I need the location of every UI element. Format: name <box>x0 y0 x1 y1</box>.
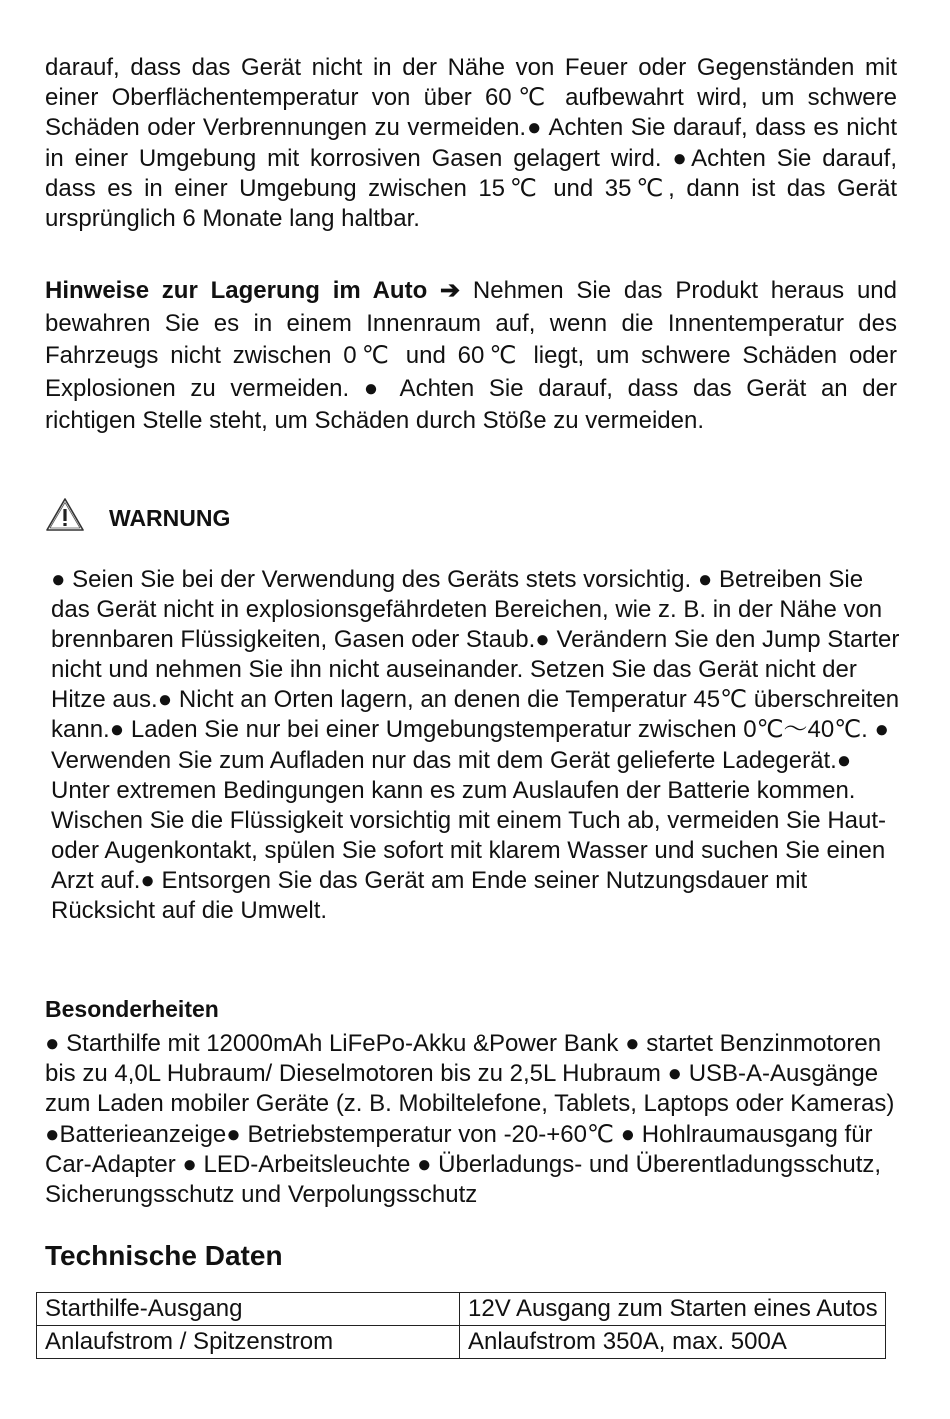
spec-label: Anlaufstrom / Spitzenstrom <box>37 1326 460 1359</box>
car-storage-paragraph <box>45 275 897 438</box>
warning-title: WARNUNG <box>109 505 231 531</box>
table-row <box>37 1293 886 1326</box>
features-heading: Besonderheiten <box>45 996 219 1022</box>
car-storage-text: Nehmen Sie das Produkt heraus und bewahren Sie es in einem Innenraum auf, wenn die Innentemperatur des Fahrzeugs nicht zwischen 0℃ und 60℃ liegt, um schwere Schäden oder Explosionen zu vermeiden. ● Achten Sie darauf, dass das Gerät an der richtigen Stelle steht, um Schäden durch Stöße zu vermeiden. <box>45 277 897 435</box>
warning-paragraph: ● Seien Sie bei der Verwendung des Geräts stets vorsichtig. ● Betreiben Sie das Gerät nicht in explosionsgefährdeten Bereichen, wie z. B. in der Nähe von brennbaren Flüssigkeiten, Gasen oder Staub.● Verändern Sie den Jump Starter nicht und nehmen Sie ihn nicht auseinander. Setzen Sie das Gerät nicht der Hitze aus.● Nicht an Orten lagern, an denen die Temperatur 45℃ überschreiten kann.● Laden Sie nur bei einer Umgebungstemperatur zwischen 0℃～40℃. ● Verwenden Sie zum Aufladen nur das mit dem Gerät gelieferte Ladegerät.● Unter extremen Bedingungen kann es zum Auslaufen der Batterie kommen. Wischen Sie die Flüssigkeit vorsichtig mit einem Tuch ab, vermeiden Sie Haut- oder Augenkontakt, spülen Sie sofort mit klarem Wasser und suchen Sie einen Arzt auf.● Entsorgen Sie das Gerät am Ende seiner Nutzungsdauer mit Rücksicht auf die Umwelt. <box>51 566 900 925</box>
specs-table <box>36 1292 886 1359</box>
car-storage-heading: Hinweise zur Lagerung im Auto <box>45 277 428 304</box>
features-paragraph: ● Starthilfe mit 12000mAh LiFePo-Akku &Power Bank ● startet Benzinmotoren bis zu 4,0L Hubraum/ Dieselmotoren bis zu 2,5L Hubraum ● USB-A-Ausgänge zum Laden mobiler Geräte (z. B. Mobiltelefone, Tablets, Laptops oder Kameras) ●Batterieanzeige● Betriebstemperatur von -20-+60℃ ● Hohlraumausgang für Car-Adapter ● LED-Arbeitsleuchte ● Überladungs- und Überentladungsschutz, Sicherungsschutz und Verpolungsschutz <box>45 1030 895 1209</box>
warning-triangle-icon <box>45 497 85 533</box>
warning-header <box>45 497 445 537</box>
spec-value: Anlaufstrom 350A, max. 500A <box>460 1326 886 1359</box>
intro-paragraph: darauf, dass das Gerät nicht in der Nähe von Feuer oder Gegenständen mit einer Oberflächentemperatur von über 60℃ aufbewahrt wird, um schwere Schäden oder Verbrennungen zu vermeiden.● Achten Sie darauf, dass es nicht in einer Umgebung mit korrosiven Gasen gelagert wird. ●Achten Sie darauf, dass es in einer Umgebung zwischen 15℃ und 35℃, dann ist das Gerät ursprünglich 6 Monate lang haltbar. <box>45 54 897 233</box>
spec-value: 12V Ausgang zum Starten eines Autos <box>460 1293 886 1326</box>
specs-heading: Technische Daten <box>45 1240 283 1271</box>
spec-label: Starthilfe-Ausgang <box>37 1293 460 1326</box>
table-row <box>37 1326 886 1359</box>
arrow-icon: ➔ <box>440 277 461 304</box>
